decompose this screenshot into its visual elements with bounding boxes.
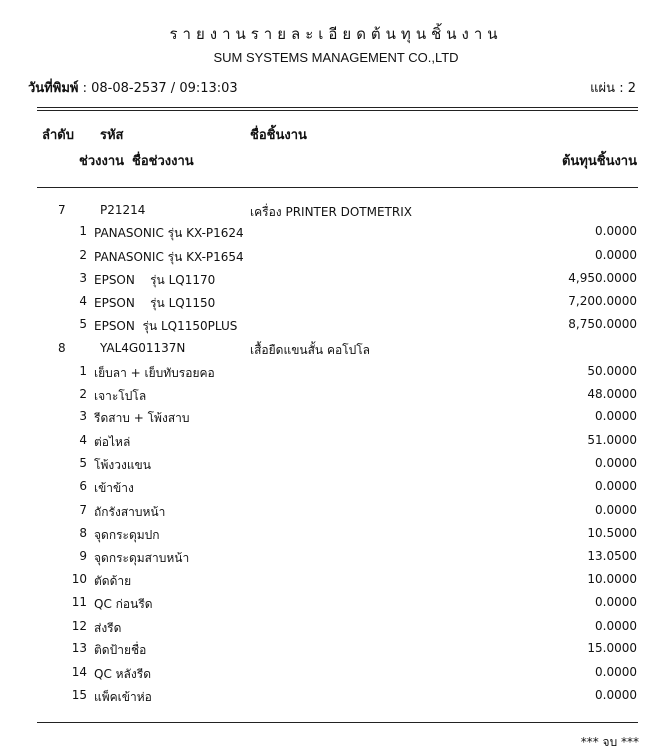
step-row [0,503,672,523]
step-number: 2 [79,387,87,401]
step-name: QC ก่อนรีด [94,597,153,611]
step-row [0,224,672,244]
step-name: ส่งรีด [94,621,122,635]
step-name: PANASONIC รุ่น KX-P1624 [94,226,244,240]
step-row [0,433,672,453]
step-cost: 48.0000 [587,387,637,401]
step-name: ติดป้ายชื่อ [94,643,147,657]
step-row [0,526,672,546]
report-title: รายงานรายละเอียดต้นทุนชิ้นงาน [169,25,503,43]
step-number: 3 [79,271,87,285]
step-cost: 0.0000 [595,665,637,679]
step-row [0,294,672,314]
item-name: เสื้อยืดแขนสั้น คอโปโล [250,343,371,357]
step-number: 6 [79,479,87,493]
company-name: SUM SYSTEMS MANAGEMENT CO.,LTD [213,50,459,65]
step-number: 1 [79,364,87,378]
step-name: แพ็คเข้าห่อ [94,690,152,704]
step-number: 5 [79,317,87,331]
step-number: 4 [79,294,87,308]
step-cost: 0.0000 [595,479,637,493]
header-divider [37,187,638,188]
step-cost: 15.0000 [587,641,637,655]
step-cost: 13.0500 [587,549,637,563]
step-row [0,595,672,615]
print-date-value: : 08-08-2537 / 09:13:03 [82,81,238,96]
header-code: รหัส [100,128,124,143]
step-row [0,549,672,569]
step-cost: 0.0000 [595,595,637,609]
step-name: จุดกระดุมปก [94,528,160,542]
item-number: 7 [58,203,66,217]
print-date-label: วันที่พิมพ์ [28,81,79,96]
step-name: เข้าข้าง [94,481,134,495]
step-cost: 51.0000 [587,433,637,447]
step-cost: 0.0000 [595,619,637,633]
step-cost: 10.0000 [587,572,637,586]
step-number: 4 [79,433,87,447]
step-number: 10 [71,572,87,586]
page-number [590,77,636,98]
step-number: 14 [71,665,87,679]
step-cost: 8,750.0000 [568,317,637,331]
step-number: 9 [79,549,87,563]
header-cost: ต้นทุนชิ้นงาน [561,154,637,169]
step-row [0,641,672,661]
item-row [0,341,672,361]
step-number: 15 [71,688,87,702]
step-name: QC หลังรีด [94,667,151,681]
step-cost: 0.0000 [595,248,637,262]
step-name: EPSON รุ่น LQ1150PLUS [94,319,238,333]
step-row [0,248,672,268]
step-name: ต่อไหล่ [94,435,131,449]
step-name: PANASONIC รุ่น KX-P1654 [94,250,244,264]
step-cost: 50.0000 [587,364,637,378]
header-seq: ลำดับ [42,128,74,143]
step-cost: 0.0000 [595,456,637,470]
page-label: แผ่น [590,81,616,96]
step-name: เย็บลา + เย็บทับรอยคอ [94,366,215,380]
step-number: 11 [71,595,87,609]
step-row [0,619,672,639]
header-piece-name: ชื่อชิ้นงาน [250,128,307,143]
step-row [0,688,672,708]
step-name: ถักรังสาบหน้า [94,505,166,519]
item-code: P21214 [100,203,146,217]
step-cost: 4,950.0000 [568,271,637,285]
step-name: ตัดด้าย [94,574,132,588]
step-row [0,317,672,337]
step-name: รีดสาบ + โพ้งสาบ [94,411,190,425]
item-number: 8 [58,341,66,355]
step-number: 5 [79,456,87,470]
step-name: เจาะโปโล [94,389,147,403]
item-code: YAL4G01137N [100,341,186,355]
step-cost: 0.0000 [595,409,637,423]
step-cost: 0.0000 [595,224,637,238]
step-name: จุดกระดุมสาบหน้า [94,551,190,565]
step-row [0,479,672,499]
step-cost: 10.5000 [587,526,637,540]
step-name: EPSON รุ่น LQ1170 [94,273,216,287]
print-date-line [28,77,238,98]
step-number: 1 [79,224,87,238]
step-number: 12 [71,619,87,633]
step-row [0,456,672,476]
step-name: EPSON รุ่น LQ1150 [94,296,216,310]
end-marker: *** จบ *** [580,735,639,749]
item-name: เครื่อง PRINTER DOTMETRIX [250,205,412,219]
step-number: 7 [79,503,87,517]
step-row [0,665,672,685]
step-cost: 7,200.0000 [568,294,637,308]
step-number: 2 [79,248,87,262]
step-cost: 0.0000 [595,688,637,702]
header-step: ช่วงงาน [79,154,125,169]
step-name: โพ้งวงแขน [94,458,151,472]
step-number: 3 [79,409,87,423]
item-row [0,203,672,223]
footer-divider [37,722,638,723]
step-row [0,364,672,384]
double-divider [37,107,638,111]
step-number: 8 [79,526,87,540]
page-value: : 2 [619,81,636,96]
step-row [0,271,672,291]
step-row [0,387,672,407]
step-row [0,572,672,592]
step-cost: 0.0000 [595,503,637,517]
header-step-name: ชื่อช่วงงาน [132,154,194,169]
step-number: 13 [71,641,87,655]
step-row [0,409,672,429]
